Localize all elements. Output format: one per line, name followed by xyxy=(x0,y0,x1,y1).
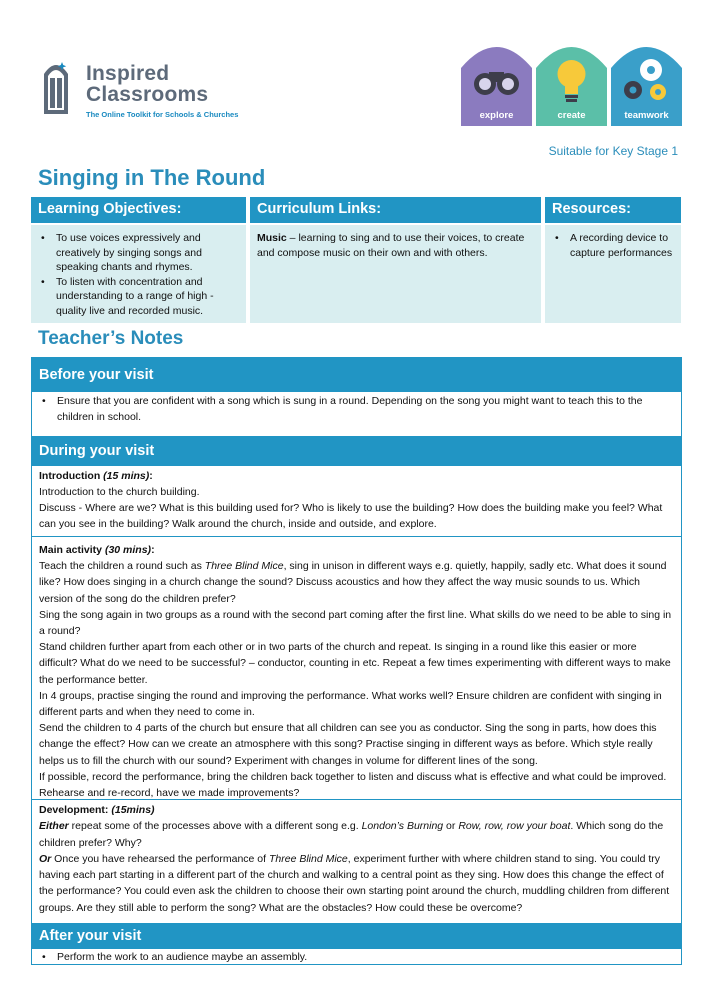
intro-line: Introduction to the church building. xyxy=(39,486,200,498)
objective-item: • To use voices expressively and creatively by singing songs and speaking chants and rhymes. xyxy=(38,231,239,275)
song-title: Three Blind Mice xyxy=(268,852,348,865)
before-visit-item: • Ensure that you are confident with a song which is sung in a round. Depending on the song you might want to teach this to the children in school. xyxy=(39,393,674,425)
curriculum-links-column xyxy=(250,197,541,323)
church-door-icon xyxy=(42,56,70,114)
create-badge xyxy=(536,38,607,126)
song-title: Row, row, row your boat xyxy=(458,820,571,833)
intro-time: (15 mins) xyxy=(103,470,150,482)
during-visit-heading: During your visit xyxy=(32,436,681,466)
main-paragraph: If possible, record the performance, bring the children back together to listen and discuss what is effective and what could be improved. Rehearse and re-record, have we made improvements? xyxy=(39,770,667,800)
intro-label: Introduction xyxy=(39,470,101,482)
song-title: Three Blind Mice xyxy=(204,560,284,573)
key-stage-label: Suitable for Key Stage 1 xyxy=(548,144,678,158)
main-activity-block: Main activity (30 mins): Teach the children a round such as Three Blind Mice, sing in unison in different ways e.g. quietly, happily, sadly etc. What does it sound like? How does singing in a church change the sound? Discuss acoustics and how they affect the way music sounds to us. Which version of the song do the children prefer? Sing the song again in two groups as a round with the second part coming after the first line. What skills do we need to be able to sing in a round? Stand children further apart from each other or in two parts of the church and repeat. Is singing in a round like this easier or more difficult? What do we need to be successful? – conductor, counting in etc. Repeat a few times experimenting with different ways to make the performance better. In 4 groups, practise singing the round and improving the performance. What works well? Ensure children are confident with singing in different parts and when they need to come in. Send the children to 4 parts of the church but ensure that all children can see you as conductor. Sing the song in parts, how does this change the effect? How can we create an atmosphere with this song? Practise singing in different ways as before. Which style really helps us to fill the church with our sound? Experiment with changes in volume for different lines of the song. If possible, record the performance, bring the children back together to listen and discuss what is effective and what could be improved. Rehearse and re-record, have we made improvements? xyxy=(32,536,681,799)
logo-line-1: Inspired xyxy=(86,62,170,85)
learning-objectives-column xyxy=(31,197,246,323)
curriculum-links-heading: Curriculum Links: xyxy=(250,197,541,223)
logo-tagline: The Online Toolkit for Schools & Churches xyxy=(86,110,239,119)
curriculum-subject: Music xyxy=(257,232,287,244)
curriculum-text: – learning to sing and to use their voices, to create and compose music on their own and with others. xyxy=(257,232,525,259)
teamwork-badge xyxy=(611,38,682,126)
main-paragraph: Send the children to 4 parts of the church but ensure that all children can see you as conductor. Sing the song in parts, how does this change the effect? How can we create an atmosphere with this song? Practise singing in different ways as before. Which style really helps us to fill the church with our sound? Experiment with changes in volume for different lines of the song. xyxy=(39,722,657,767)
create-label: create xyxy=(557,110,586,121)
main-paragraph: Sing the song again in two groups as a round with the second part coming after the first line. What skills do we need to be able to sing in a round? xyxy=(39,608,672,638)
introduction-block: Introduction (15 mins): Introduction to the church building. Discuss - Where are we? What is this building used for? Who is likely to use the building? How does the building make you feel? What can you see in the building? Walk around the church, inside and outside, and explore. xyxy=(32,466,681,536)
learning-objectives-heading: Learning Objectives: xyxy=(31,197,246,223)
development-block: Development: (15mins) Either repeat some of the processes above with a different song e.g. London’s Burning or Row, row, row your boat. Which song do the children prefer? Why? Or Once you have rehearsed the performance of Three Blind Mice, experiment further with where children stand to sing. You could try having each part starting in a different part of the church and walking to a central point as they sing. How does this change the effect of the performance? You could even ask the children to choose their own starting point around the church, muddling children from different groups. Are they still able to perform the song? What are the obstacles? How could these be overcome? xyxy=(32,799,681,923)
main-label: Main activity xyxy=(39,544,103,556)
explore-badge xyxy=(461,38,532,126)
teachers-notes xyxy=(31,357,682,965)
song-title: London’s Burning xyxy=(361,820,444,833)
logo-line-2: Classrooms xyxy=(86,83,209,106)
resources-column xyxy=(545,197,681,323)
objective-item: • To listen with concentration and understanding to a range of high - quality live and recorded music. xyxy=(38,275,239,319)
main-paragraph: In 4 groups, practise singing the round and improving the performance. What works well? Ensure children are confident with singing in different parts and when they need to come in. xyxy=(39,689,662,719)
explore-label: explore xyxy=(479,110,514,121)
main-paragraph: Stand children further apart from each other or in two parts of the church and repeat. Is singing in a round like this easier or more difficult? What do we need to be successful? – conductor, counting in etc. Repeat a few times experimenting with different ways to make the performance better. xyxy=(39,641,671,686)
resources-heading: Resources: xyxy=(545,197,681,223)
after-visit-heading: After your visit xyxy=(32,923,681,949)
teamwork-label: teamwork xyxy=(624,110,669,121)
main-time: (30 mins) xyxy=(104,544,152,556)
dev-time: (15mins) xyxy=(111,804,155,816)
inspired-classrooms-logo xyxy=(38,56,288,126)
after-visit-item: • Perform the work to an audience maybe an assembly. xyxy=(39,949,674,965)
page-title: Singing in The Round xyxy=(38,165,266,190)
resource-item: • A recording device to capture performances xyxy=(552,231,674,260)
intro-line: Discuss - Where are we? What is this building used for? Who is likely to use the building? How does the building make you feel? What can you see in the building? Walk around the church, inside and outside, and explore. xyxy=(39,502,663,530)
dev-label: Development: xyxy=(39,804,109,816)
activity-badges xyxy=(461,38,689,126)
overview-table xyxy=(31,197,681,323)
before-visit-heading: Before your visit xyxy=(32,358,681,392)
teachers-notes-title: Teacher’s Notes xyxy=(38,328,184,349)
